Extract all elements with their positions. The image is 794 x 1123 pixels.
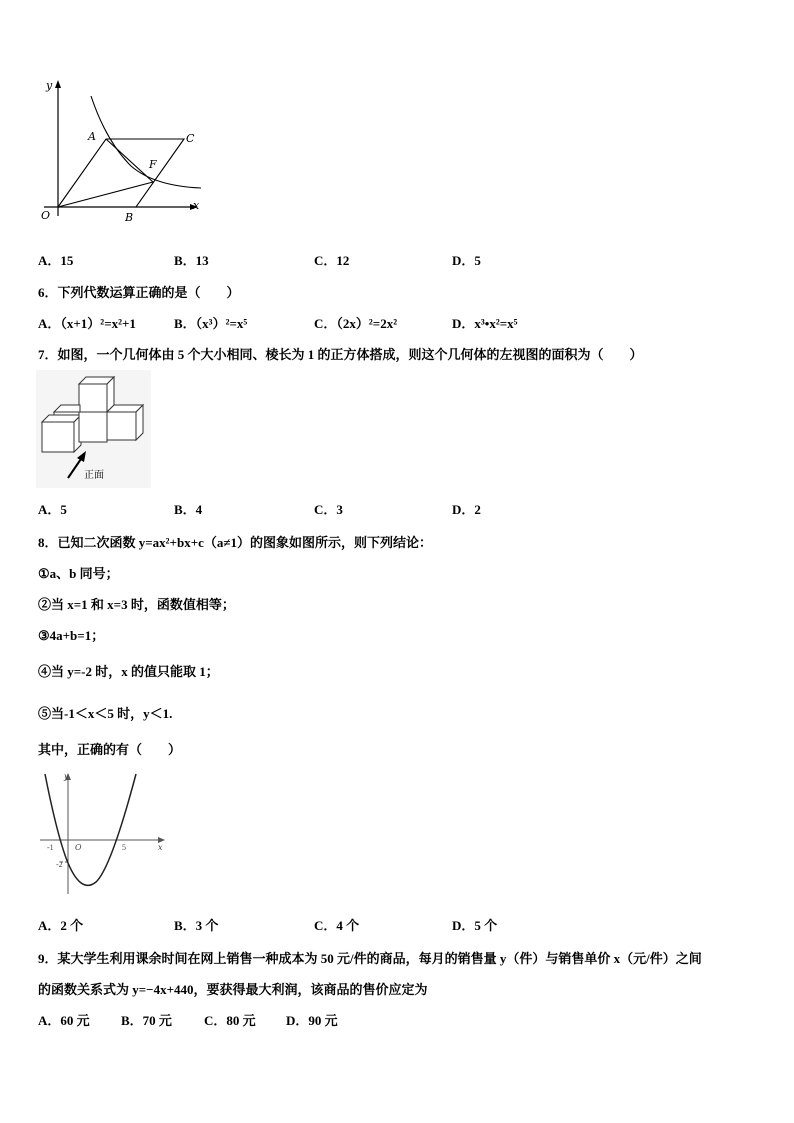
label-x: x — [193, 199, 200, 212]
graph-label-neg1: -1 — [47, 843, 54, 852]
q8-prompt: 其中，正确的有（ ） — [38, 742, 182, 757]
q5-option-b[interactable]: B．13 — [174, 253, 209, 268]
front-view-label: 正面 — [84, 470, 104, 481]
q7-option-b[interactable]: B．4 — [174, 502, 203, 517]
q9-stem-line1: 9．某大学生利用课余时间在网上销售一种成本为 50 元/件的商品，每月的销售量 y（件）与销售单价 x（元/件）之间 — [38, 951, 702, 966]
q8-statement-4: ④当 y=-2 时，x 的值只能取 1； — [38, 664, 219, 679]
label-f: F — [149, 158, 157, 171]
q8-stem: 8．已知二次函数 y=ax²+bx+c（a≠1）的图象如图所示，则下列结论： — [38, 535, 433, 550]
q6-option-b[interactable]: B．（x³）²=x⁵ — [174, 316, 248, 331]
label-a: A — [88, 130, 96, 143]
q9-option-a[interactable]: A．60 元 — [38, 1013, 90, 1028]
q8-statement-1: ①a、b 同号； — [38, 566, 119, 581]
label-b: B — [125, 211, 134, 224]
q8-statement-3: ③4a+b=1； — [38, 628, 105, 643]
q7-option-c[interactable]: C．3 — [314, 502, 343, 517]
q7-stem: 7．如图，一个几何体由 5 个大小相同、棱长为 1 的正方体搭成，则这个几何体的左视图的面积为（ ） — [38, 347, 643, 362]
graph-label-y: y — [64, 772, 69, 781]
label-c: C — [186, 132, 195, 145]
q6-option-a[interactable]: A．（x+1）²=x²+1 — [38, 316, 136, 331]
q8-statement-5: ⑤当-1＜x＜5 时，y＜1. — [38, 706, 173, 721]
q7-option-d[interactable]: D．2 — [452, 502, 481, 517]
label-y: y — [46, 79, 53, 92]
q6-option-c[interactable]: C．（2x）²=2x² — [314, 316, 398, 331]
q8-option-b[interactable]: B．3 个 — [174, 918, 219, 933]
q8-statement-2: ②当 x=1 和 x=3 时，函数值相等； — [38, 597, 235, 612]
q9-option-d[interactable]: D．90 元 — [286, 1013, 338, 1028]
q7-cube-figure — [36, 370, 151, 488]
graph-label-5: 5 — [122, 843, 126, 852]
q9-stem-line2: 的函数关系式为 y=−4x+440，要获得最大利润，该商品的售价应定为 — [38, 982, 428, 997]
graph-label-neg2: -2 — [56, 860, 63, 869]
q8-option-a[interactable]: A．2 个 — [38, 918, 84, 933]
q5-figure — [36, 76, 206, 226]
q5-option-c[interactable]: C．12 — [314, 253, 350, 268]
label-o: O — [41, 209, 51, 222]
q8-option-d[interactable]: D．5 个 — [452, 918, 498, 933]
q6-option-d[interactable]: D．x³•x²=x⁵ — [452, 316, 518, 331]
q5-option-a[interactable]: A．15 — [38, 253, 74, 268]
q5-option-d[interactable]: D．5 — [452, 253, 481, 268]
q8-option-c[interactable]: C．4 个 — [314, 918, 360, 933]
q6-stem: 6．下列代数运算正确的是（ ） — [38, 285, 240, 300]
q9-option-c[interactable]: C．80 元 — [204, 1013, 256, 1028]
graph-label-o: O — [75, 843, 82, 852]
q7-option-a[interactable]: A．5 — [38, 502, 67, 517]
graph-label-x: x — [158, 843, 163, 852]
q8-parabola-graph — [36, 770, 168, 898]
q9-option-b[interactable]: B．70 元 — [121, 1013, 172, 1028]
